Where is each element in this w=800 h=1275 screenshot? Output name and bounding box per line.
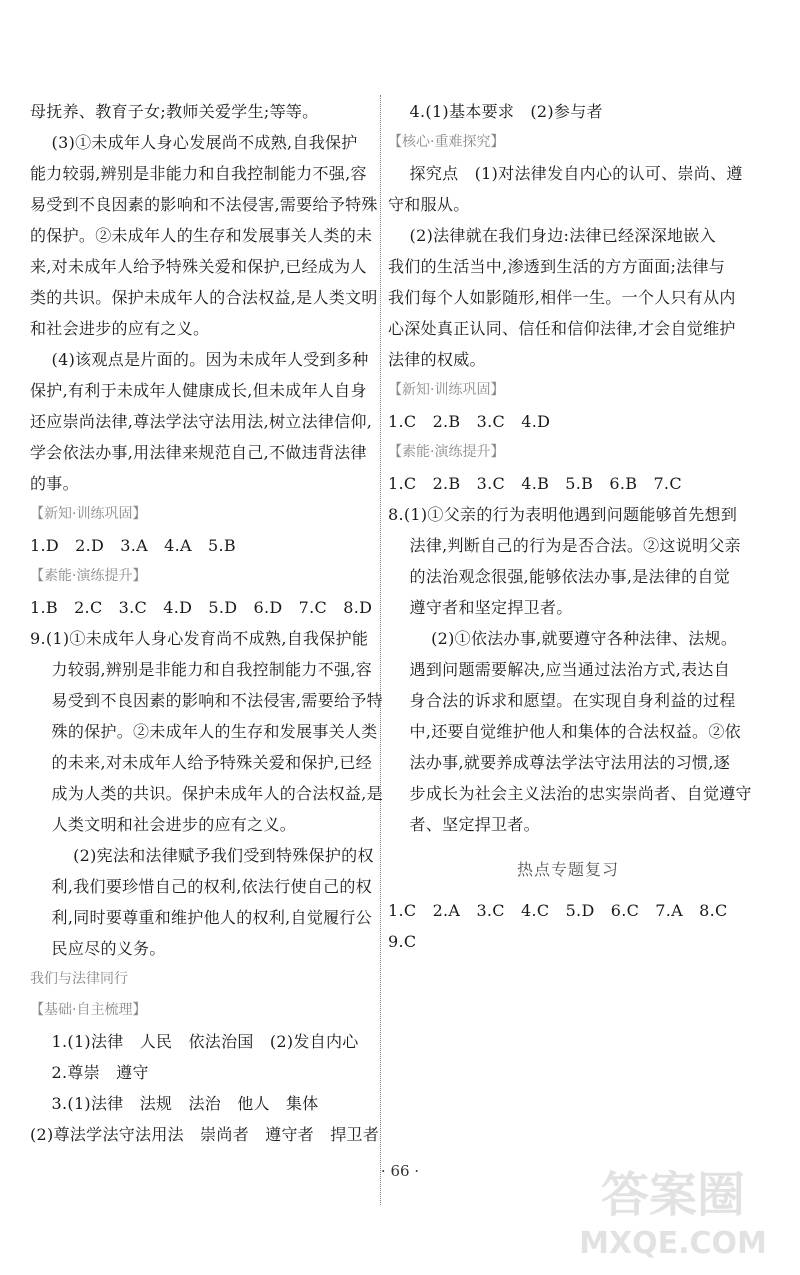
right-text-line: 法办事,就要养成尊法学法守法用法的习惯,逐 [388, 753, 731, 772]
right-chapter-heading: 热点专题复习 [516, 860, 619, 879]
right-text-line: 遵守者和坚定捍卫者。 [388, 598, 573, 617]
left-text-line: 保护,有利于未成年人健康成长,但未成年人自身 [30, 381, 367, 400]
right-text-line: 1.C 2.B 3.C 4.B 5.B 6.B 7.C [388, 474, 682, 493]
left-text-line: 的事。 [30, 474, 79, 493]
left-section-heading: 【新知·训练巩固】 [30, 506, 147, 522]
left-text-line: 易受到不良因素的影响和不法侵害,需要给予特 [30, 691, 383, 710]
left-text-line: 还应崇尚法律,尊法学法守法用法,树立法律信仰, [30, 412, 373, 431]
right-section-heading: 【素能·演练提升】 [388, 444, 505, 460]
left-text-line: (4)该观点是片面的。因为未成年人受到多种 [30, 350, 369, 369]
left-text-line: (3)①未成年人身心发展尚不成熟,自我保护 [30, 133, 358, 152]
right-text-line: 法律,判断自己的行为是否合法。②这说明父亲 [388, 536, 741, 555]
right-text-line: 者、坚定捍卫者。 [388, 815, 540, 834]
right-text-line: 8.(1)①父亲的行为表明他遇到问题能够首先想到 [388, 505, 738, 524]
right-text-line: 我们每个人如影随形,相伴一生。一个人只有从内 [388, 288, 736, 307]
right-section-heading: 【新知·训练巩固】 [388, 382, 505, 398]
right-text-line: 我们的生活当中,渗透到生活的方方面面;法律与 [388, 257, 726, 276]
left-text-line: (2)宪法和法律赋予我们受到特殊保护的权 [30, 846, 374, 865]
right-text-line: 探究点 (1)对法律发自内心的认可、崇尚、遵 [388, 164, 743, 183]
right-column [388, 96, 752, 957]
left-text-line: 和社会进步的应有之义。 [30, 319, 210, 338]
watermark-bottom-text: MXQE.COM [579, 1226, 767, 1261]
left-text-line: 人类文明和社会进步的应有之义。 [30, 815, 297, 834]
left-text-line: 母抚养、教育子女;教师关爱学生;等等。 [30, 102, 319, 121]
right-text-line: 步成长为社会主义法治的忠实崇尚者、自觉遵守 [388, 784, 752, 803]
right-text-line: 中,还要自觉维护他人和集体的合法权益。②依 [388, 722, 741, 741]
left-text-line: 民应尽的义务。 [30, 939, 166, 958]
left-text-line: 1.B 2.C 3.C 4.D 5.D 6.D 7.C 8.D [30, 598, 373, 617]
left-column [30, 96, 383, 1150]
right-text-line: 9.C [388, 932, 417, 951]
column-divider [380, 95, 381, 1205]
right-section-heading: 【核心·重难探究】 [388, 134, 505, 150]
page-number: · 66 · [380, 1162, 420, 1180]
left-text-line: 殊的保护。②未成年人的生存和发展事关人类 [30, 722, 378, 741]
right-text-line: 法律的权威。 [388, 350, 486, 369]
left-text-line: 1.(1)法律 人民 依法治国 (2)发自内心 [30, 1032, 359, 1051]
left-text-line: 的未来,对未成年人给予特殊关爱和保护,已经 [30, 753, 373, 772]
left-text-line: 力较弱,辨别是非能力和自我控制能力不强,容 [30, 660, 373, 679]
left-text-line: (2)尊法学法守法用法 崇尚者 遵守者 捍卫者 [30, 1125, 380, 1144]
watermark-logo [568, 1153, 778, 1263]
left-text-line: 1.D 2.D 3.A 4.A 5.B [30, 536, 236, 555]
right-text-line: 身合法的诉求和愿望。在实现自身利益的过程 [388, 691, 736, 710]
left-section-heading: 我们与法律同行 [30, 971, 128, 987]
left-text-line: 3.(1)法律 法规 法治 他人 集体 [30, 1094, 319, 1113]
left-text-line: 来,对未成年人给予特殊关爱和保护,已经成为人 [30, 257, 367, 276]
right-text-line: (2)法律就在我们身边:法律已经深深地嵌入 [388, 226, 716, 245]
right-text-line: 1.C 2.A 3.C 4.C 5.D 6.C 7.A 8.C [388, 901, 728, 920]
right-text-line: 遇到问题需要解决,应当通过法治方式,表达自 [388, 660, 731, 679]
right-text-line: 心深处真正认同、信任和信仰法律,才会自觉维护 [388, 319, 736, 338]
left-text-line: 成为人类的共识。保护未成年人的合法权益,是 [30, 784, 383, 803]
left-text-line: 易受到不良因素的影响和不法侵害,需要给予特殊 [30, 195, 378, 214]
left-section-heading: 【基础·自主梳理】 [30, 1002, 147, 1018]
left-text-line: 学会依法办事,用法律来规范自己,不做违背法律 [30, 443, 367, 462]
left-text-line: 2.尊崇 遵守 [30, 1063, 149, 1082]
left-text-line: 类的共识。保护未成年人的合法权益,是人类文明 [30, 288, 378, 307]
left-text-line: 9.(1)①未成年人身心发育尚不成熟,自我保护能 [30, 629, 369, 648]
right-text-line: 的法治观念很强,能够依法办事,是法律的自觉 [388, 567, 731, 586]
left-section-heading: 【素能·演练提升】 [30, 568, 147, 584]
left-text-line: 利,同时要尊重和维护他人的权利,自觉履行公 [30, 908, 373, 927]
right-text-line: (2)①依法办事,就要遵守各种法律、法规。 [388, 629, 738, 648]
left-text-line: 的保护。②未成年人的生存和发展事关人类的未 [30, 226, 373, 245]
right-text-line: 守和服从。 [388, 195, 470, 214]
left-text-line: 利,我们要珍惜自己的权利,依法行使自己的权 [30, 877, 373, 896]
watermark-top-text: 答案圈 [600, 1167, 746, 1223]
left-text-line: 能力较弱,辨别是非能力和自我控制能力不强,容 [30, 164, 367, 183]
right-text-line: 1.C 2.B 3.C 4.D [388, 412, 551, 431]
right-text-line: 4.(1)基本要求 (2)参与者 [388, 102, 603, 121]
